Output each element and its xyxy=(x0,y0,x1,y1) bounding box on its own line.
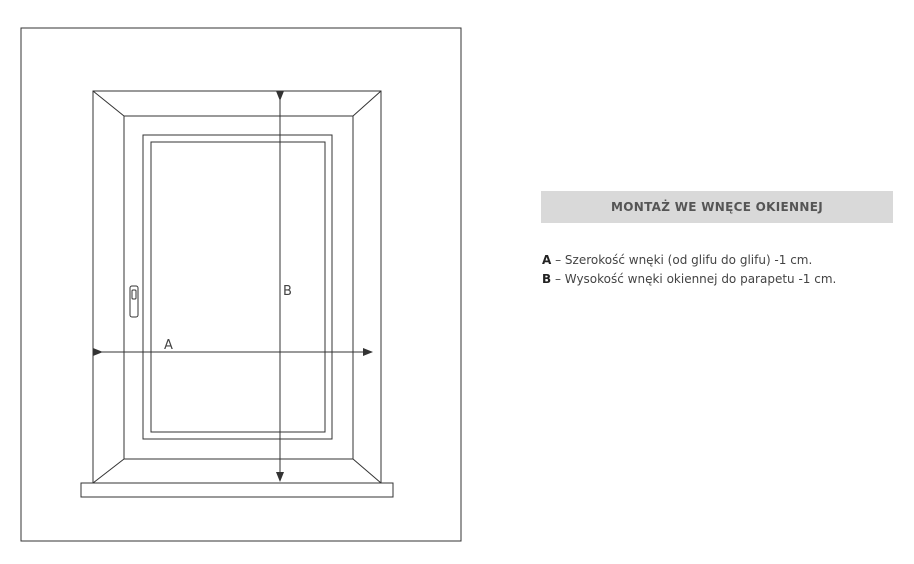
dimension-b-label: B xyxy=(283,284,292,299)
legend-key-b: B xyxy=(542,272,552,286)
legend-text-a: – Szerokość wnęki (od glifu do glifu) -1 cm. xyxy=(551,253,813,267)
window-sash xyxy=(143,135,332,439)
panel-title-bar xyxy=(541,191,893,223)
window-handle-icon xyxy=(130,286,138,317)
legend-key-a: A xyxy=(542,253,552,267)
legend-text-b: – Wysokość wnęki okiennej do parapetu -1 cm. xyxy=(551,272,837,286)
window-frame xyxy=(124,116,353,459)
legend-item-b xyxy=(542,270,902,289)
dimension-a-label: A xyxy=(164,338,173,353)
window-sill xyxy=(81,483,393,497)
panel-title: MONTAŻ WE WNĘCE OKIENNEJ xyxy=(611,200,823,214)
dimension-legend xyxy=(542,251,902,289)
legend-item-a xyxy=(542,251,902,270)
wall-outline xyxy=(21,28,461,541)
